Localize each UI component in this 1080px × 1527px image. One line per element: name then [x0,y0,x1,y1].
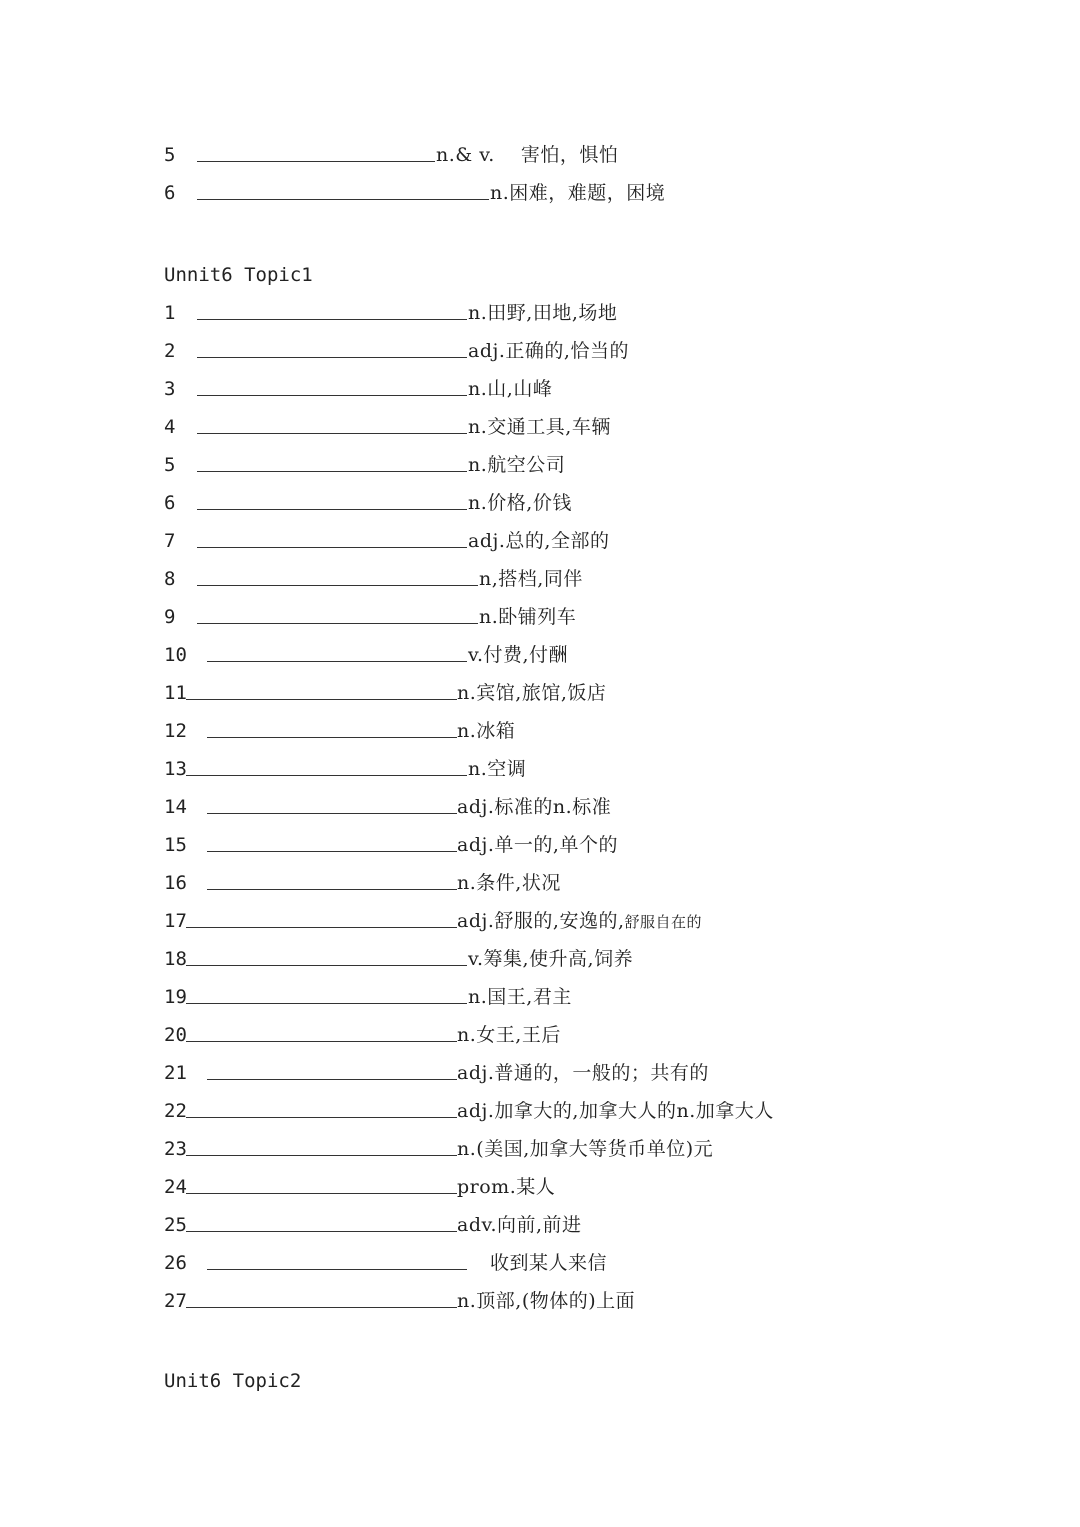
answer-blank[interactable] [197,433,467,434]
row-number: 21 [164,1062,187,1084]
row-definition: n.女王,王后 [457,1024,561,1046]
row-number: 20 [164,1024,187,1046]
vocab-row [164,1210,1024,1240]
vocab-row [164,868,1024,898]
vocab-row [164,602,1024,632]
row-definition: n.(美国,加拿大等货币单位)元 [457,1138,714,1160]
row-definition: adj.标准的n.标准 [457,796,612,818]
vocab-row [164,140,1024,170]
row-definition-main: adj.舒服的,安逸的, [457,910,625,932]
row-number: 22 [164,1100,187,1122]
row-number: 10 [164,644,187,666]
row-number: 2 [164,340,176,362]
row-number: 7 [164,530,176,552]
vocab-row [164,716,1024,746]
row-number: 16 [164,872,187,894]
vocab-row [164,982,1024,1012]
row-number: 5 [164,454,176,476]
answer-blank[interactable] [197,199,489,200]
row-definition: n.空调 [468,758,527,780]
vocab-row [164,1020,1024,1050]
row-number: 18 [164,948,187,970]
row-number: 11 [164,682,187,704]
vocab-row [164,830,1024,860]
answer-blank[interactable] [207,889,457,890]
row-number: 1 [164,302,176,324]
row-definition: n.& v. 害怕，惧怕 [436,144,619,166]
vocab-row [164,526,1024,556]
row-definition: n.田野,田地,场地 [468,302,618,324]
row-number: 13 [164,758,187,780]
answer-blank[interactable] [207,851,457,852]
answer-blank[interactable] [207,661,467,662]
row-definition [457,906,702,937]
section-heading-topic2: Unit6 Topic2 [164,1370,302,1392]
row-definition: adj.正确的,恰当的 [468,340,629,362]
row-definition: n.航空公司 [468,454,566,476]
row-number: 6 [164,492,176,514]
answer-blank[interactable] [186,775,467,776]
row-number: 8 [164,568,176,590]
vocab-row [164,678,1024,708]
row-number: 15 [164,834,187,856]
answer-blank[interactable] [197,161,435,162]
vocab-row [164,754,1024,784]
row-definition: v.付费,付酬 [468,644,569,666]
answer-blank[interactable] [197,585,478,586]
row-definition: adv.向前,前进 [457,1214,582,1236]
answer-blank[interactable] [186,965,467,966]
row-number: 9 [164,606,176,628]
row-number: 14 [164,796,187,818]
answer-blank[interactable] [186,1117,457,1118]
vocab-row [164,1134,1024,1164]
answer-blank[interactable] [197,623,478,624]
row-number: 25 [164,1214,187,1236]
row-definition: n.卧铺列车 [479,606,577,628]
row-definition: n.交通工具,车辆 [468,416,611,438]
row-number: 24 [164,1176,187,1198]
vocab-row [164,1058,1024,1088]
answer-blank[interactable] [197,547,467,548]
vocab-row [164,336,1024,366]
vocab-row [164,792,1024,822]
row-definition: adj.单一的,单个的 [457,834,618,856]
vocab-row [164,450,1024,480]
row-definition: n.价格,价钱 [468,492,572,514]
answer-blank[interactable] [207,1079,457,1080]
answer-blank[interactable] [186,1193,457,1194]
row-number: 5 [164,144,176,166]
row-number: 27 [164,1290,187,1312]
vocab-row [164,1248,1024,1278]
row-definition: n.国王,君主 [468,986,572,1008]
answer-blank[interactable] [197,471,467,472]
row-number: 26 [164,1252,187,1274]
answer-blank[interactable] [197,319,467,320]
row-definition: n.顶部,(物体的)上面 [457,1290,636,1312]
row-definition: prom.某人 [457,1176,556,1198]
answer-blank[interactable] [186,927,457,928]
answer-blank[interactable] [186,1307,457,1308]
row-number: 17 [164,910,187,932]
row-definition: v.筹集,使升高,饲养 [468,948,634,970]
row-number: 12 [164,720,187,742]
vocab-row [164,178,1024,208]
vocab-row [164,488,1024,518]
vocab-row [164,298,1024,328]
row-definition-small: 舒服自在的 [624,913,703,931]
row-definition: n.冰箱 [457,720,516,742]
answer-blank[interactable] [186,1155,457,1156]
row-definition: n.山,山峰 [468,378,553,400]
row-definition: n,搭档,同伴 [479,568,583,590]
row-number: 3 [164,378,176,400]
answer-blank[interactable] [186,1003,467,1004]
row-number: 19 [164,986,187,1008]
vocab-row [164,1096,1024,1126]
vocab-row [164,564,1024,594]
vocab-row [164,906,1024,936]
answer-blank[interactable] [197,395,467,396]
row-definition: adj.加拿大的,加拿大人的n.加拿大人 [457,1100,774,1122]
row-definition: n.宾馆,旅馆,饭店 [457,682,607,704]
answer-blank[interactable] [207,813,457,814]
row-number: 4 [164,416,176,438]
vocab-row [164,412,1024,442]
row-definition: n.困难，难题，困境 [490,182,666,204]
row-definition: 收到某人来信 [490,1252,608,1274]
vocab-row [164,944,1024,974]
answer-blank[interactable] [197,357,467,358]
answer-blank[interactable] [186,699,457,700]
row-definition: n.条件,状况 [457,872,561,894]
row-number: 23 [164,1138,187,1160]
vocab-row [164,374,1024,404]
row-definition: adj.普通的，一般的；共有的 [457,1062,709,1084]
answer-blank[interactable] [197,509,467,510]
row-definition: adj.总的,全部的 [468,530,610,552]
section-heading-topic1: Unnit6 Topic1 [164,264,313,286]
answer-blank[interactable] [207,1269,467,1270]
vocab-row [164,1172,1024,1202]
row-number: 6 [164,182,176,204]
answer-blank[interactable] [207,737,457,738]
vocab-row [164,1286,1024,1316]
answer-blank[interactable] [186,1041,457,1042]
answer-blank[interactable] [186,1231,457,1232]
vocab-row [164,640,1024,670]
